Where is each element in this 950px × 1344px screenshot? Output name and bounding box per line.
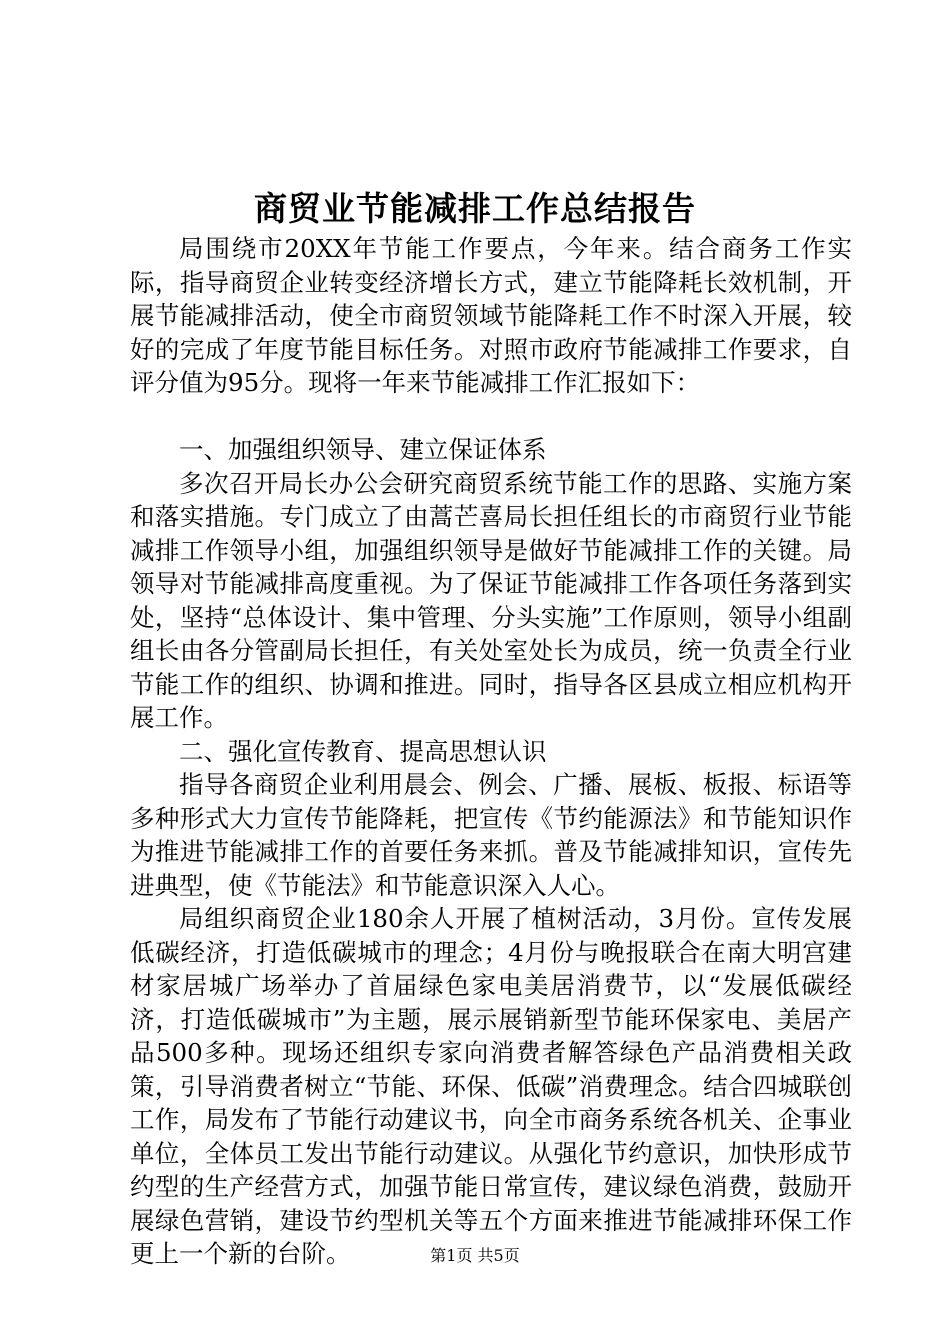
section-1-paragraph: 多次召开局长办公会研究商贸系统节能工作的思路、实施方案和落实措施。专门成立了由蒿芒喜局长担任组长的市商贸行业节能减排工作领导小组，加强组织领导是做好节能减排工作的关键。局领导对节能减排高度重视。为了保证节能减排工作各项任务落到实处，坚持“总体设计、集中管理、分头实施”工作原则，领导小组副组长由各分管副局长担任，有关处室处长为成员，统一负责全行业节能工作的组织、协调和推进。同时，指导各区县成立相应机构开展工作。 [130,468,852,732]
section-2-paragraph-2: 局组织商贸企业180余人开展了植树活动，3月份。宣传发展低碳经济，打造低碳城市的理念；4月份与晚报联合在南大明宫建材家居城广场举办了首届绿色家电美居消费节，以“发展低碳经济，打造低碳城市”为主题，展示展销新型节能环保家电、美居产品500多种。现场还组织专家向消费者解答绿色产品消费相关政策，引导消费者树立“节能、环保、低碳”消费理念。结合四城联创工作，局发布了节能行动建议书，向全市商务系统各机关、企事业单位，全体员工发出节能行动建议。从强化节约意识，加快形成节约型的生产经营方式，加强节能日常宣传，建议绿色消费，鼓励开展绿色营销，建设节约型机关等五个方面来推进节能减排环保工作更上一个新的台阶。 [130,904,852,1268]
document-body [130,232,852,1271]
intro-paragraph: 局围绕市20XX年节能工作要点，今年来。结合商务工作实际，指导商贸企业转变经济增长方式，建立节能降耗长效机制，开展节能减排活动，使全市商贸领域节能降耗工作不时深入开展，较好的完成了年度节能目标任务。对照市政府节能减排工作要求，自评分值为95分。现将一年来节能减排工作汇报如下： [130,234,852,397]
section-2-paragraph-1: 指导各商贸企业利用晨会、例会、广播、展板、板报、标语等多种形式大力宣传节能降耗，把宣传《节约能源法》和节能知识作为推进节能减排工作的首要任务来抓。普及节能减排知识，宣传先进典型，使《节能法》和节能意识深入人心。 [130,770,852,900]
document-title: 商贸业节能减排工作总结报告 [254,189,696,228]
page-number-footer: 第1页 共5页 [430,1246,520,1265]
section-heading-1: 一、加强组织领导、建立保证体系 [179,435,547,464]
section-heading-2: 二、强化宣传教育、提高思想认识 [179,736,547,766]
